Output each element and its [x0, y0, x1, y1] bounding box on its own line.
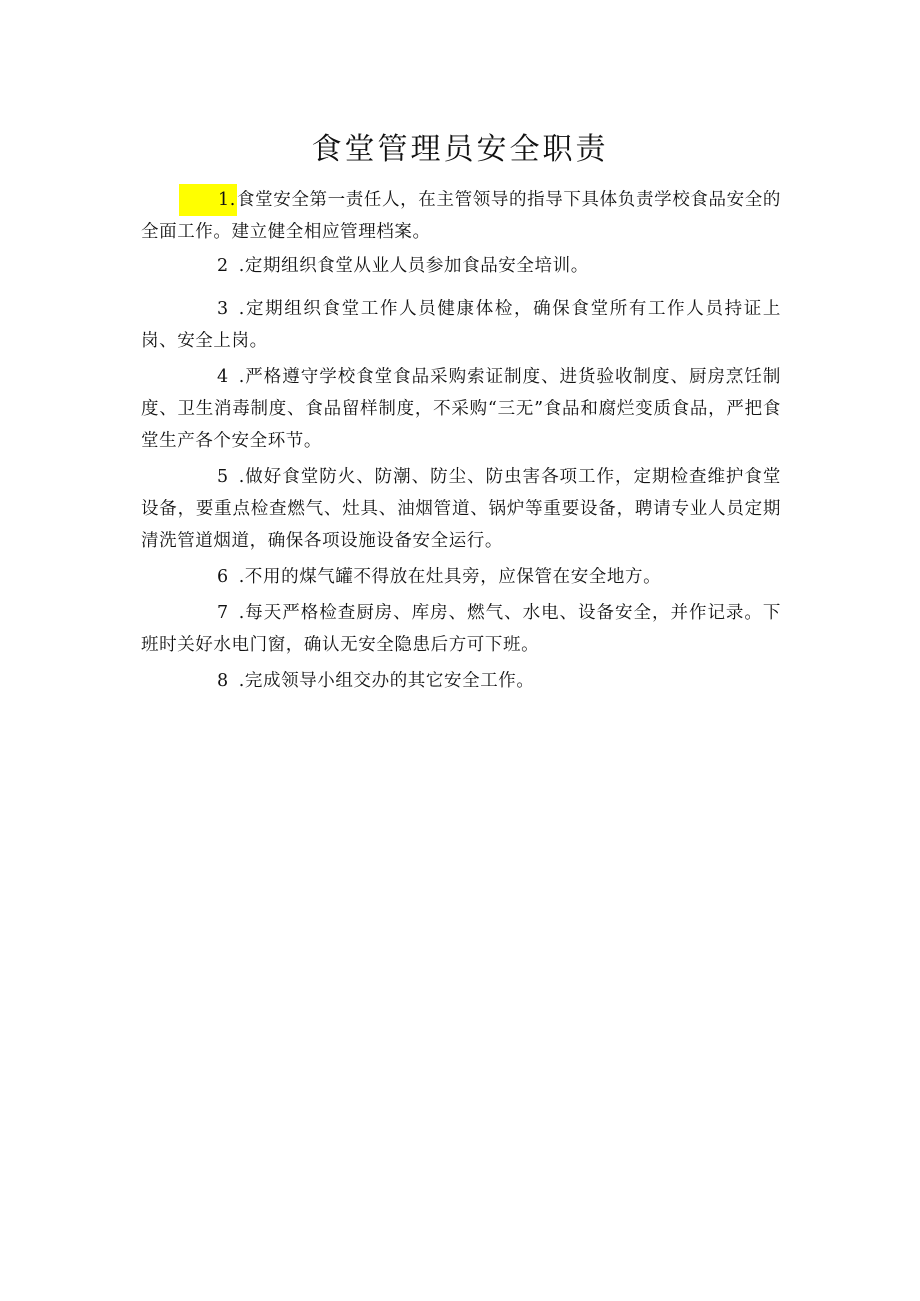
item-text: .严格遵守学校食堂食品采购索证制度、进货验收制度、厨房烹饪制度、卫生消毒制度、食品留样制度，不采购“三无”食品和腐烂变质食品，严把食堂生产各个安全环节。: [141, 367, 781, 451]
duty-item-7: [141, 597, 781, 661]
duty-item-3: [141, 293, 781, 357]
item-number: 3: [217, 299, 229, 319]
item-text: 食堂安全第一责任人，在主管领导的指导下具体负责学校食品安全的全面工作。建立健全相应管理档案。: [141, 190, 781, 242]
item-text: .做好食堂防火、防潮、防尘、防虫害各项工作，定期检查维护食堂设备，要重点检查燃气、灶具、油烟管道、锅炉等重要设备，聘请专业人员定期清洗管道烟道，确保各项设施设备安全运行。: [141, 467, 781, 551]
duty-item-6: [141, 561, 781, 593]
item-text: .完成领导小组交办的其它安全工作。: [238, 671, 535, 691]
item-number: 8: [217, 671, 229, 691]
duty-item-4: [141, 361, 781, 457]
item-number: 6: [217, 567, 229, 587]
duty-item-8: [141, 665, 781, 697]
page-title: 食堂管理员安全职责: [311, 132, 609, 168]
item-text: .定期组织食堂从业人员参加食品安全培训。: [238, 256, 589, 276]
item-number-highlighted: 1.: [179, 184, 237, 216]
item-text: .每天严格检查厨房、库房、燃气、水电、设备安全，并作记录。下班时关好水电门窗，确认无安全隐患后方可下班。: [141, 603, 781, 655]
item-number: 5: [217, 467, 229, 487]
duty-item-1: [141, 184, 781, 248]
duty-list: [141, 184, 781, 697]
item-number: 4: [217, 367, 229, 387]
duty-item-5: [141, 461, 781, 557]
item-number: 7: [217, 603, 229, 623]
item-number: 2: [217, 256, 229, 276]
item-text: .不用的煤气罐不得放在灶具旁，应保管在安全地方。: [238, 567, 662, 587]
duty-item-2: [141, 250, 781, 282]
item-text: .定期组织食堂工作人员健康体检，确保食堂所有工作人员持证上岗、安全上岗。: [141, 299, 781, 351]
